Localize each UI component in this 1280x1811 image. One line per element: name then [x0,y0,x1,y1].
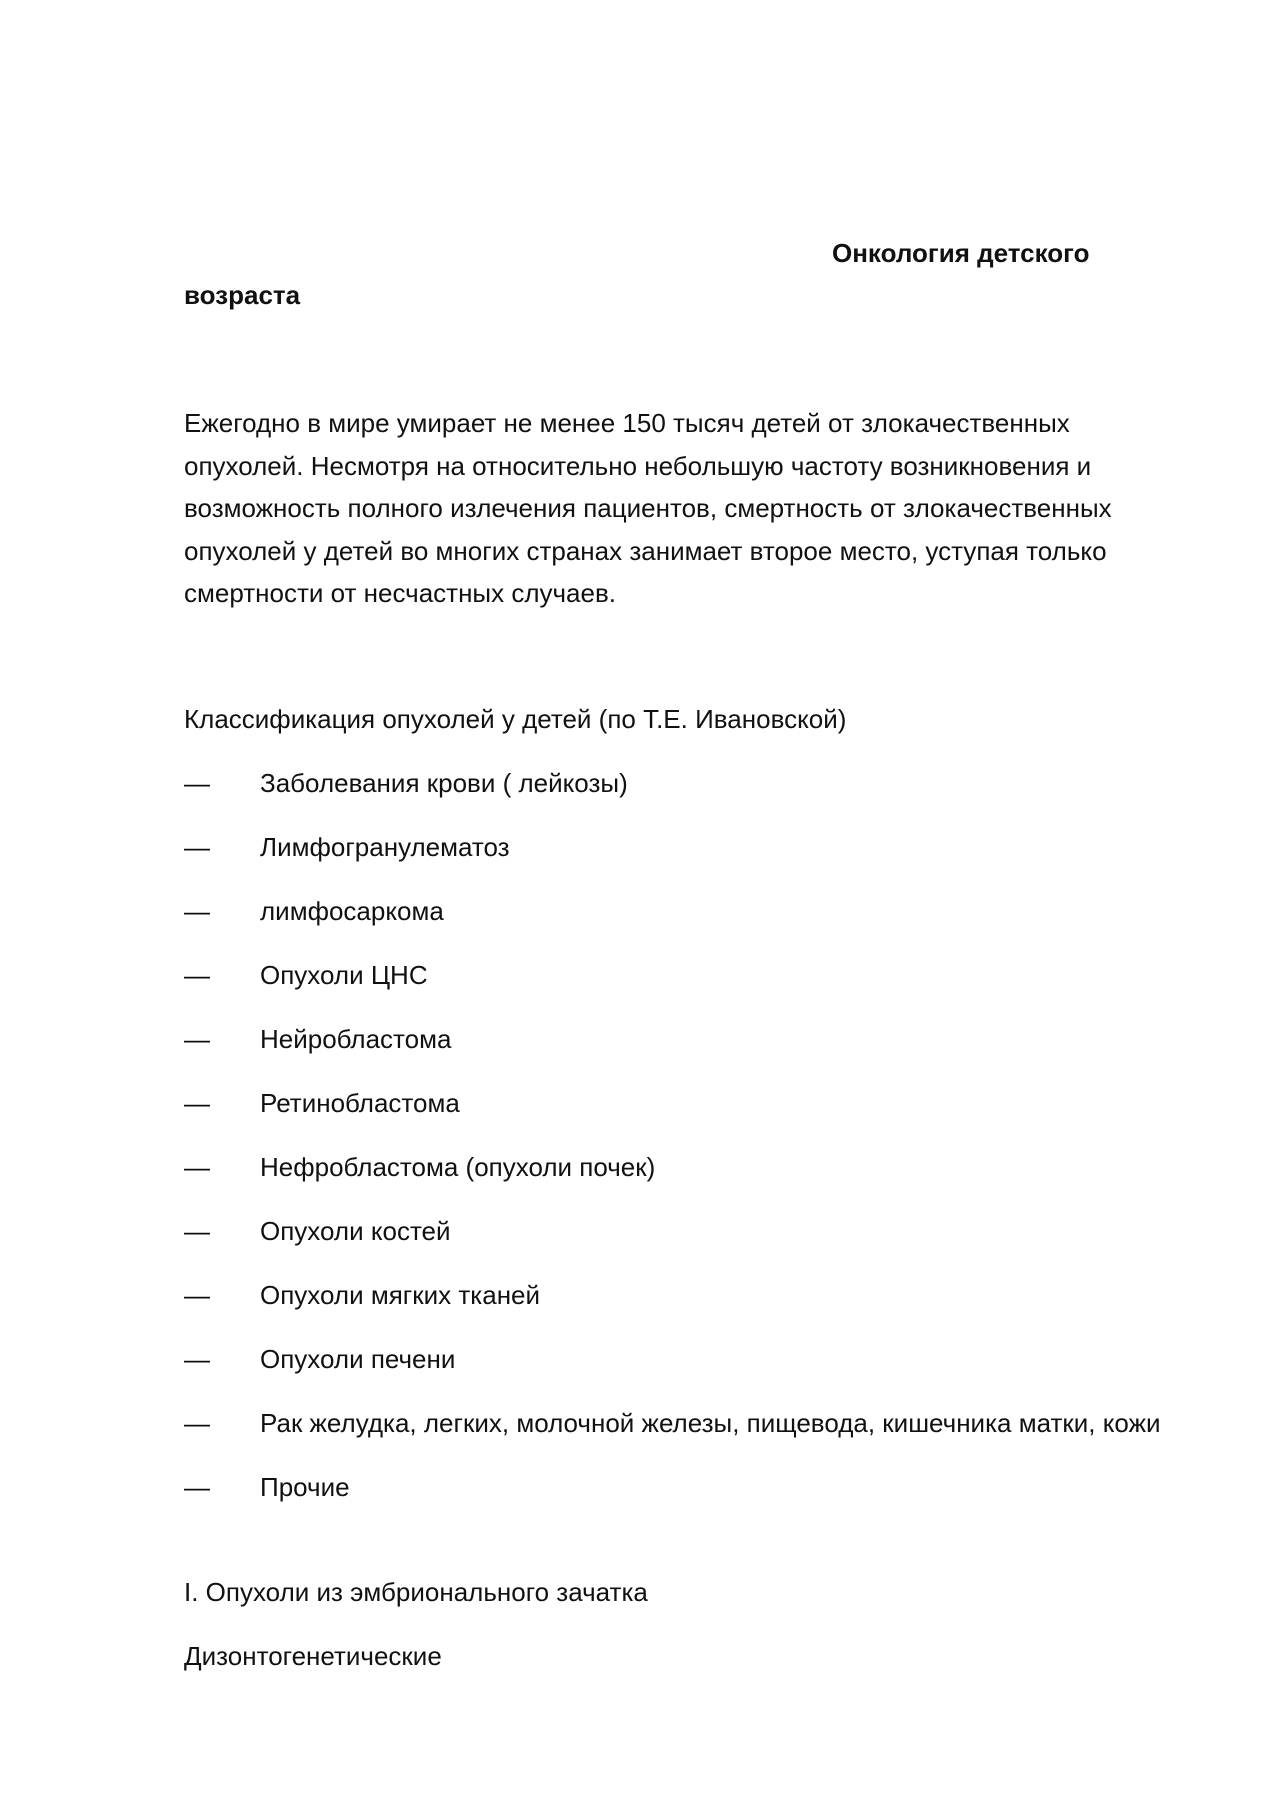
paragraph-line: опухолей. Несмотря на относительно небольшую частоту возникновения и [184,450,1092,481]
list-item-text: Опухоли печени [260,1344,456,1374]
paragraph-line: опухолей у детей во многих странах занимает второе место, уступая только [184,535,1107,566]
list-item-text: Опухоли костей [260,1216,451,1246]
list-item-text: Лимфогранулематоз [260,832,510,862]
list-item-text: Заболевания крови ( лейкозы) [260,768,628,798]
list-item [184,1082,1194,1124]
dash-bullet: — [184,960,210,990]
dash-bullet: — [184,1344,210,1374]
list-item [184,1402,1194,1444]
paragraph-line: смертности от несчастных случаев. [184,578,617,608]
paragraph-line: возможность полного излечения пациентов, смертность от злокачественных [184,493,1112,523]
intro-paragraph [184,402,1184,615]
dash-bullet: — [184,1216,210,1246]
list-item-text: Опухоли ЦНС [260,960,428,990]
list-item [184,1018,1194,1060]
list-item-text: лимфосаркома [260,896,444,926]
list-item [184,826,1194,868]
list-item-text: Ретинобластома [260,1088,460,1118]
classification-list [184,762,1194,1530]
list-item-text: Нейробластома [260,1024,452,1054]
document-title-continuation: возраста [184,280,301,310]
list-item-text: Опухоли мягких тканей [260,1280,541,1310]
dash-bullet: — [184,896,210,926]
list-item-text: Прочие [260,1472,350,1502]
dash-bullet: — [184,1408,210,1438]
dash-bullet: — [184,1024,210,1054]
list-item-text: Нефробластома (опухоли почек) [260,1152,656,1182]
list-item [184,1338,1194,1380]
dash-bullet: — [184,1088,210,1118]
list-item [184,762,1194,804]
document-title: Онкология детского [832,238,1090,268]
dash-bullet: — [184,768,210,798]
paragraph-line: Ежегодно в мире умирает не менее 150 тысяч детей от злокачественных [184,408,1070,438]
dash-bullet: — [184,1280,210,1310]
list-item-text: Рак желудка, легких, молочной железы, пищевода, кишечника матки, кожи [260,1408,1161,1438]
dash-bullet: — [184,1472,210,1502]
list-item [184,1466,1194,1508]
list-item [184,1210,1194,1252]
section-heading: I. Опухоли из эмбрионального зачатка [184,1577,648,1607]
list-item [184,890,1194,932]
list-item [184,1274,1194,1316]
list-item [184,954,1194,996]
classification-heading: Классификация опухолей у детей (по Т.Е. Ивановской) [184,704,847,734]
subheading: Дизонтогенетические [184,1641,442,1671]
list-item [184,1146,1194,1188]
dash-bullet: — [184,1152,210,1182]
dash-bullet: — [184,832,210,862]
